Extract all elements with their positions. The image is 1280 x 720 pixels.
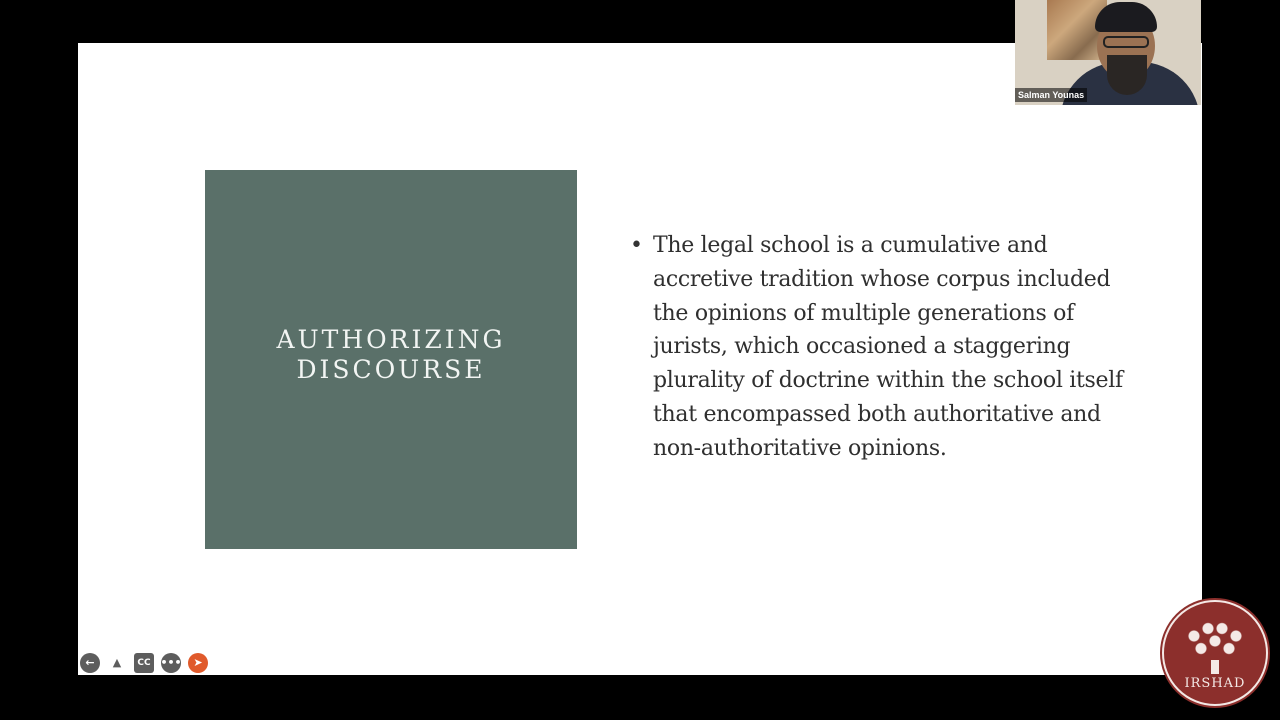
bullet-dot-icon: • (630, 233, 643, 258)
slide-bullet-text: The legal school is a cumulative and accretive tradition whose corpus included the opinions of multiple generations of jurists, which occasioned a staggering plurality of doctrine within the school itself that encompassed both authoritative and non-authoritative opinions. (653, 233, 1123, 461)
more-options-icon[interactable]: ••• (161, 653, 181, 673)
participant-name-tag: Salman Younas (1015, 88, 1087, 102)
participant-glasses (1103, 36, 1149, 48)
presentation-slide (78, 43, 1202, 675)
participant-video-tile[interactable] (1015, 0, 1201, 105)
irshad-logo (1162, 600, 1268, 706)
logo-text: IRSHAD (1184, 676, 1246, 691)
slide-title-box (205, 170, 577, 549)
slideshow-controls (80, 653, 208, 673)
participant-turban (1095, 2, 1157, 32)
slide-title: AUTHORIZING DISCOURSE (276, 324, 506, 384)
tree-icon (1180, 616, 1250, 666)
slide-bullet-list (630, 229, 1140, 466)
closed-captions-button[interactable]: CC (134, 653, 154, 673)
zoom-icon[interactable]: ➤ (188, 653, 208, 673)
back-arrow-icon[interactable]: ← (80, 653, 100, 673)
tree-trunk-icon (1211, 660, 1219, 674)
participant-beard (1107, 55, 1147, 95)
pointer-icon[interactable]: ▲ (112, 656, 122, 669)
